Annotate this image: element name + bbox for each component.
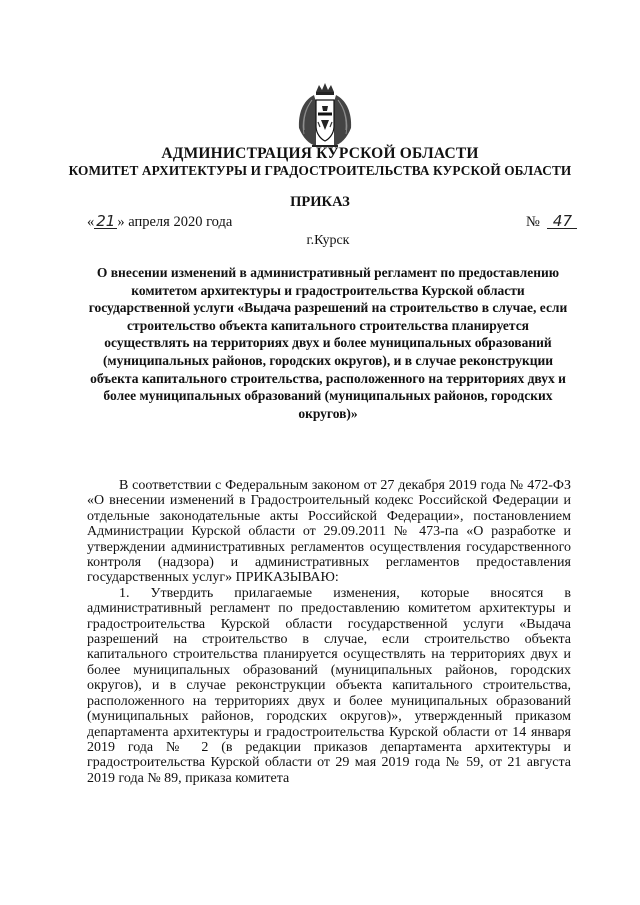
coat-of-arms-icon (294, 82, 356, 150)
order-date (87, 214, 232, 231)
order-number (526, 214, 577, 231)
city: г.Курск (306, 233, 350, 248)
committee-heading: КОМИТЕТ АРХИТЕКТУРЫ И ГРАДОСТРОИТЕЛЬСТВА КУРСКОЙ ОБЛАСТИ (68, 163, 572, 178)
order-number-handwritten: 47 (547, 214, 577, 229)
date-rest: » апреля 2020 года (117, 214, 233, 230)
body-paragraph-2: 1. Утвердить прилагаемые изменения, которые вносятся в административный регламент по предоставлению комитетом архитектуры и градостроительства Курской области государственной услуги «Выдача разрешений на строительство в случае, если строительство объекта капитального строительства планируется осуществлять на территориях двух и более муниципальных образований (муниципальных районов, городских округов), и в случае реконструкции объекта капитального строительства, расположенного на территориях двух и более муниципальных образований (муниципальных районов, городских округов)», утвержденный приказом департамента архитектуры и градостроительства Курской области от 14 января 2019 года № 2 (в редакции приказов департамента архитектуры и градостроительства Курской области от 29 мая 2019 года № 59, от 21 августа 2019 года № 89, приказа комитета (87, 585, 571, 786)
order-title: ПРИКАЗ (290, 194, 350, 210)
order-day-handwritten: 21 (96, 212, 116, 230)
admin-heading: АДМИНИСТРАЦИЯ КУРСКОЙ ОБЛАСТИ (161, 145, 479, 162)
document-body (87, 478, 571, 786)
number-prefix: № (526, 214, 540, 230)
body-paragraph-1: В соответствии с Федеральным законом от 27 декабря 2019 года № 472-ФЗ «О внесении изменений в Градостроительный кодекс Российской Федерации и отдельные законодательные акты Российской Федерации», постановлением Администрации Курской области от 29.09.2011 № 473-па «О разработке и утверждении административных регламентов осуществления государственного контроля (надзора) и административных регламентов предоставления государственных услуг» ПРИКАЗЫВАЮ: (87, 478, 571, 586)
order-subject: О внесении изменений в административный регламент по предоставлению комитетом архитектуры и градостроительства Курской области государственной услуги «Выдача разрешений на строительство в случае, если строительство объекта капитального строительства планируется осуществлять на территориях двух и более муниципальных образований (муниципальных районов, городских округов), и в случае реконструкции объекта капитального строительства, расположенного на территориях двух и более муниципальных образований (муниципальных районов, городских округов)» (88, 265, 568, 421)
date-open-quote: « (87, 214, 95, 230)
